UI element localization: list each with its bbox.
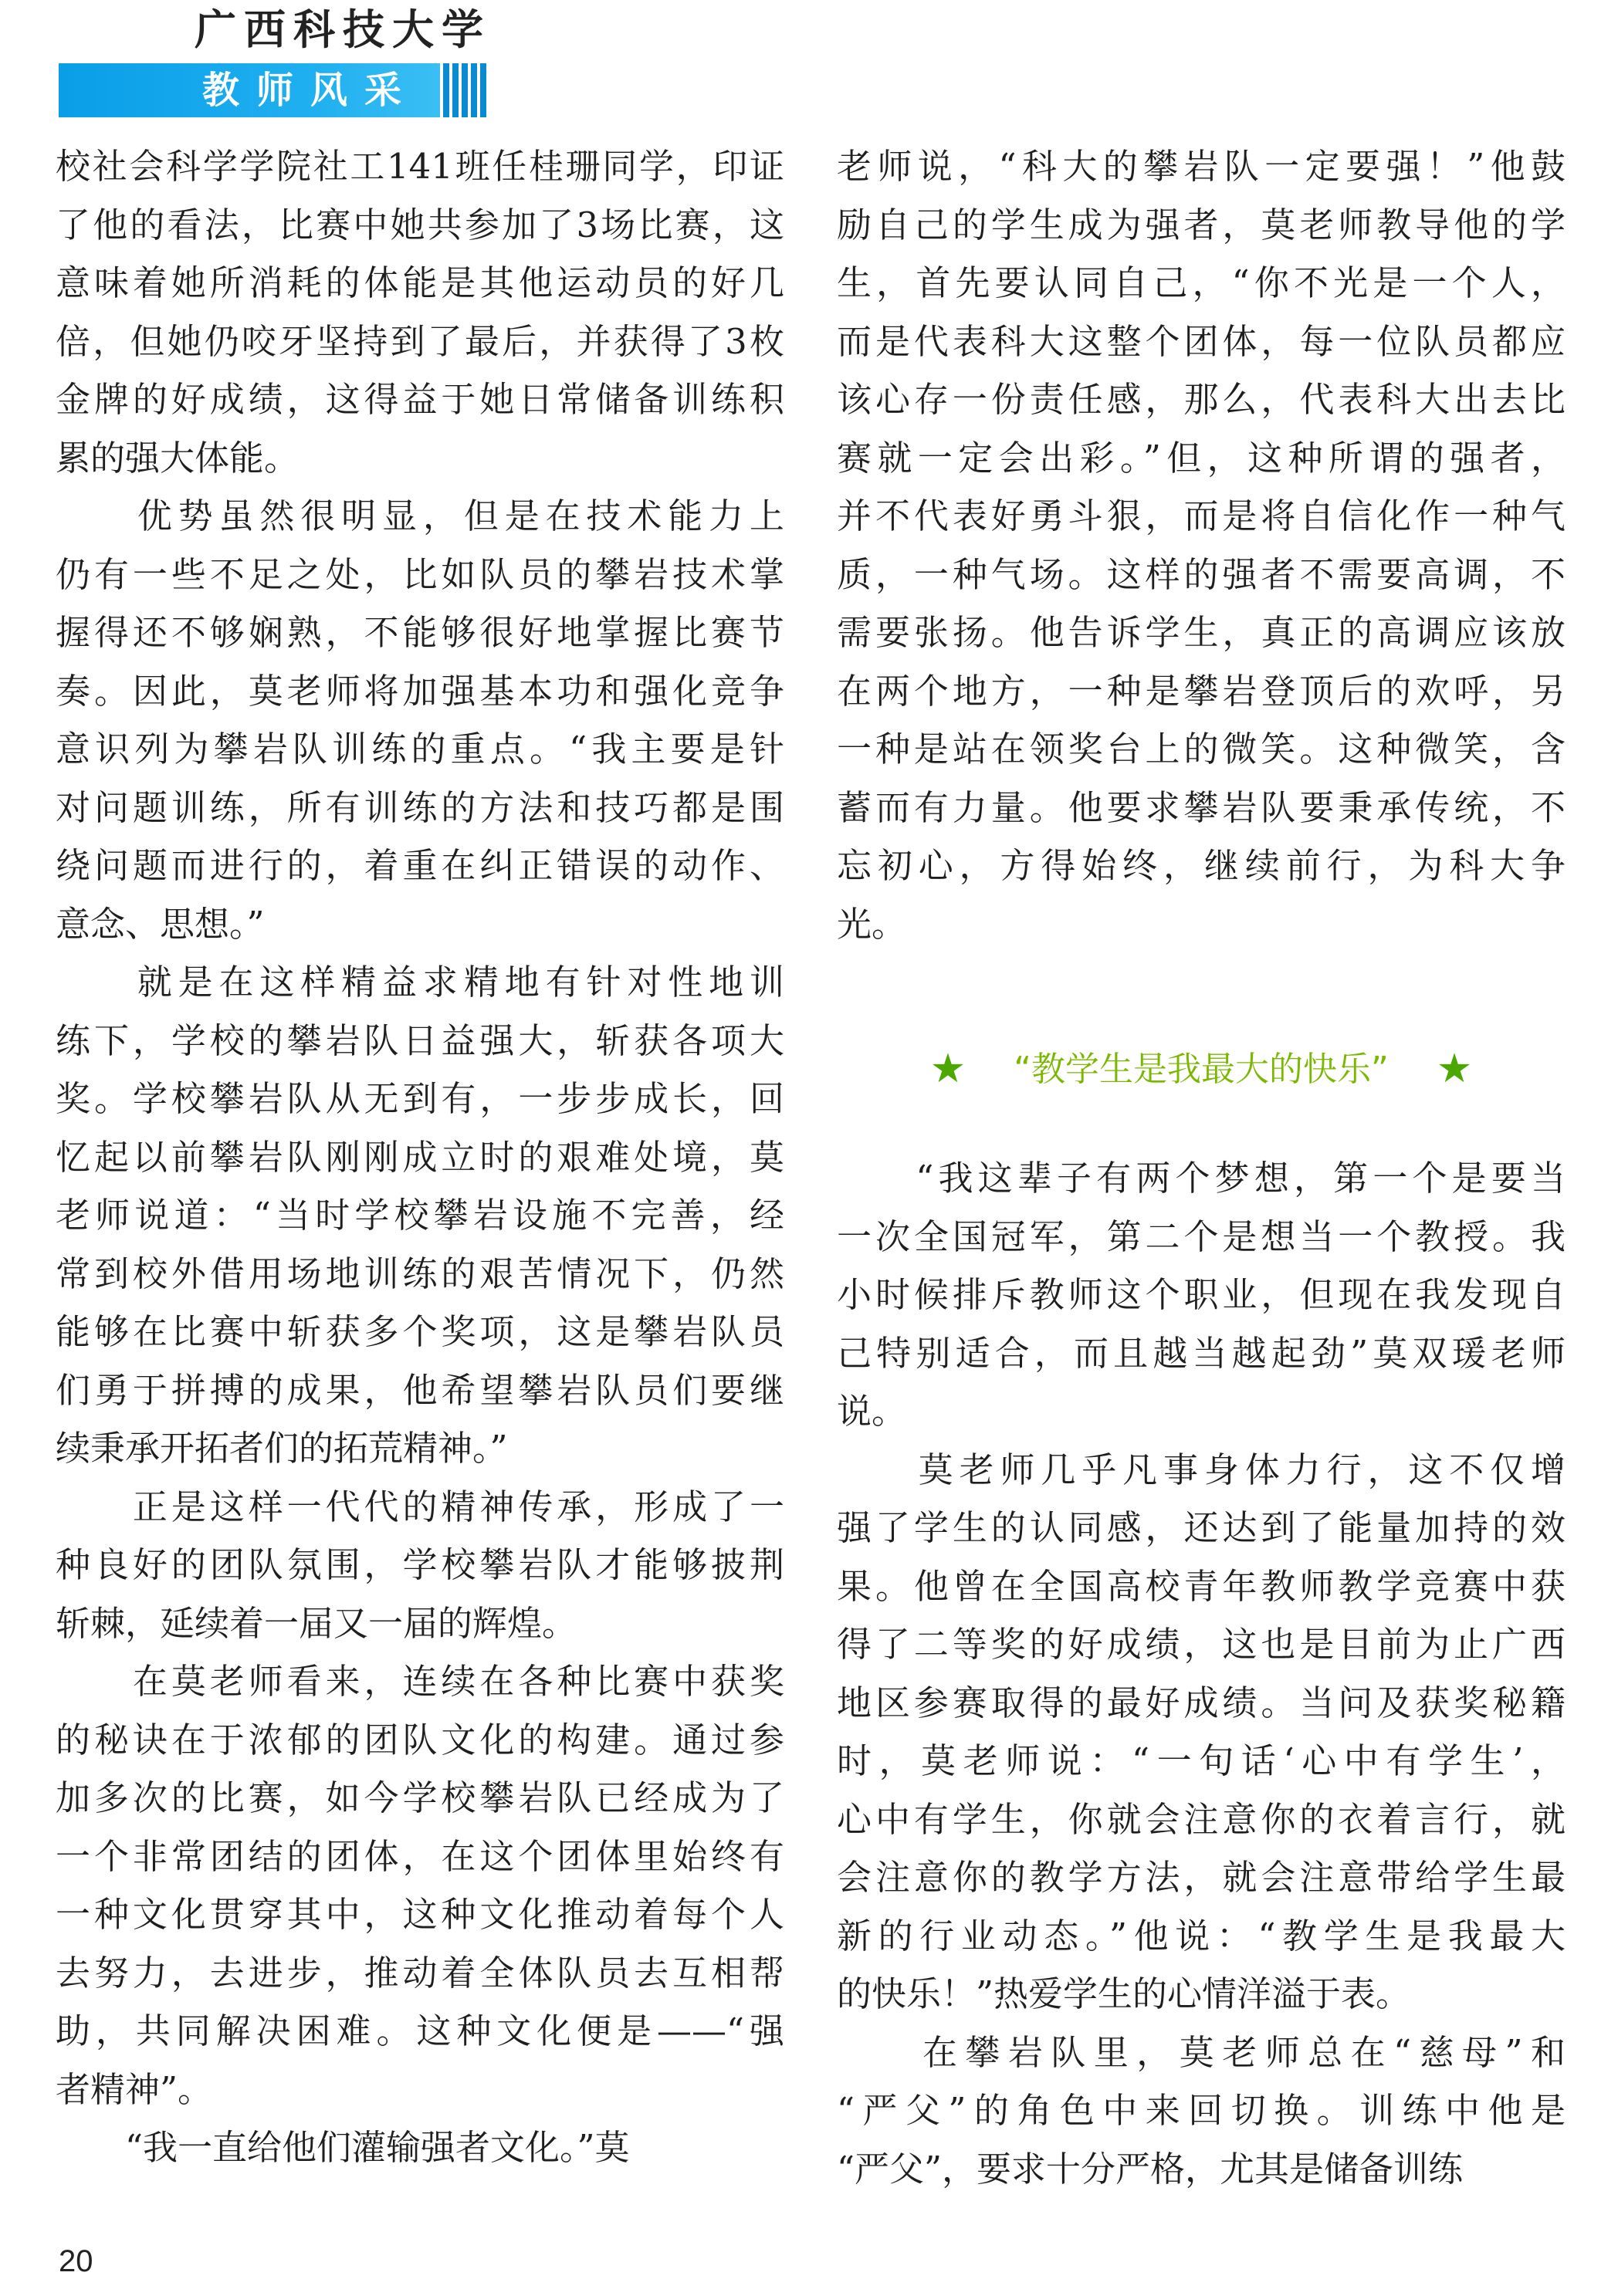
column-banner [59,63,488,117]
text-line: 仍有一些不足之处，比如队员的攀岩技术掌 [56,553,784,595]
paragraph [56,953,784,1478]
section-gap [837,1098,1566,1149]
text-line: 励自己的学生成为强者，莫老师教导他的学 [837,204,1566,245]
text-line: 奏。因此，莫老师将加强基本功和强化竞争 [56,670,784,712]
text-line: 累的强大体能。 [56,437,300,478]
paragraph [56,487,784,953]
text-line: “我一直给他们灌输强者文化。”莫 [56,2127,630,2168]
paragraph [837,1149,1566,1441]
text-line: 们勇于拼搏的成果，他希望攀岩队员们要继 [56,1369,784,1411]
text-line: “严父”，要求十分严格，尤其是储备训练 [837,2148,1464,2189]
text-line: 在莫老师看来，连续在各种比赛中获奖 [56,1661,784,1702]
star-icon: ★ [929,1045,966,1092]
paragraph [56,1478,784,1653]
text-line: 说。 [837,1391,907,1432]
text-line: 在攀岩队里，莫老师总在“慈母”和 [837,2031,1566,2073]
text-line: 意识列为攀岩队训练的重点。“我主要是针 [56,729,784,769]
text-line: 者精神”。 [56,2068,213,2110]
text-line: 奖。学校攀岩队从无到有，一步步成长，回 [56,1078,784,1119]
text-line: 强了学生的认同感，还达到了能量加持的效 [837,1507,1566,1548]
text-line: 会注意你的教学方法，就会注意带给学生最 [837,1857,1566,1898]
text-line: 常到校外借用场地训练的艰苦情况下，仍然 [56,1253,784,1294]
text-line: 得了二等奖的好成绩，这也是目前为止广西 [837,1624,1566,1665]
text-line: 倍，但她仍咬牙坚持到了最后，并获得了3枚 [56,320,784,362]
section-heading [837,1040,1566,1098]
text-line: 助，共同解决困难。这种文化便是——“强 [56,2010,784,2051]
text-line: 练下，学校的攀岩队日益强大，斩获各项大 [56,1020,784,1061]
text-line: 去努力，去进步，推动着全体队员去互相帮 [56,1952,784,1993]
masthead-title: 广西科技大学 [195,5,491,54]
text-line: 赛就一定会出彩。”但，这种所谓的强者， [837,437,1566,478]
text-line: 正是这样一代代的精神传承，形成了一 [56,1486,784,1527]
text-line: 需要张扬。他告诉学生，真正的高调应该放 [837,612,1566,653]
text-line: 己特别适合，而且越当越起劲”莫双瑗老师 [837,1332,1566,1374]
text-line: 绕问题而进行的，着重在纠正错误的动作、 [56,845,784,886]
page-number: 20 [59,2244,93,2278]
section-heading-text: “教学生是我最大的快乐” [1014,1049,1389,1089]
text-line: 光。 [837,903,907,945]
text-line: 小时候排斥教师这个职业，但现在我发现自 [837,1274,1566,1315]
text-line: 在两个地方，一种是攀岩登顶后的欢呼，另 [837,670,1566,712]
paragraph [56,2118,784,2177]
text-line: 该心存一份责任感，那么，代表科大出去比 [837,379,1566,420]
paragraph [56,137,784,487]
text-line: 果。他曾在全国高校青年教师教学竞赛中获 [837,1565,1566,1607]
left-column [56,137,784,2177]
text-line: 意念、思想。” [56,903,265,945]
column-name: 教师风采 [202,69,419,112]
text-line: 一种文化贯穿其中，这种文化推动着每个人 [56,1894,784,1935]
text-line: 一个非常团结的团体，在这个团体里始终有 [56,1835,784,1877]
text-line: 蓄而有力量。他要求攀岩队要秉承传统，不 [837,786,1566,828]
section-gap [837,953,1566,1040]
text-line: 忆起以前攀岩队刚刚成立时的艰难处境，莫 [56,1136,784,1178]
text-line: 忘初心，方得始终，继续前行，为科大争 [837,845,1566,886]
text-line: 的秘诀在于浓郁的团队文化的构建。通过参 [56,1719,784,1760]
text-line: 握得还不够娴熟，不能够很好地掌握比赛节 [56,612,784,653]
text-line: 新的行业动态。”他说：“教学生是我最大 [837,1915,1566,1956]
text-line: 种良好的团队氛围，学校攀岩队才能够披荆 [56,1544,784,1585]
text-line: 一种是站在领奖台上的微笑。这种微笑，含 [837,729,1566,769]
text-line: “严父”的角色中来回切换。训练中他是 [837,2090,1566,2131]
text-line: 一次全国冠军，第二个是想当一个教授。我 [837,1216,1566,1257]
text-line: 莫老师几乎凡事身体力行，这不仅增 [837,1449,1566,1490]
text-line: 并不代表好勇斗狠，而是将自信化作一种气 [837,495,1566,536]
text-line: “我这辈子有两个梦想，第一个是要当 [837,1158,1566,1199]
paragraph [837,2024,1566,2199]
paragraph [56,1652,784,2118]
text-line: 校社会科学学院社工141班任桂珊同学，印证 [56,146,784,187]
right-column [837,137,1566,2198]
text-line: 时，莫老师说：“一句话‘心中有学生’， [837,1740,1566,1781]
text-line: 了他的看法，比赛中她共参加了3场比赛，这 [56,204,784,245]
text-line: 的快乐！”热爱学生的心情洋溢于表。 [837,1973,1411,2014]
text-line: 心中有学生，你就会注意你的衣着言行，就 [837,1798,1566,1840]
paragraph [837,137,1566,953]
text-line: 老师说道：“当时学校攀岩设施不完善，经 [56,1195,784,1236]
text-line: 就是在这样精益求精地有针对性地训 [56,962,784,1003]
text-line: 斩棘，延续着一届又一届的辉煌。 [56,1602,577,1644]
paragraph [837,1441,1566,2024]
text-line: 续秉承开拓者们的拓荒精神。” [56,1428,508,1469]
text-line: 质，一种气场。这样的强者不需要高调，不 [837,553,1566,595]
text-line: 金牌的好成绩，这得益于她日常储备训练积 [56,379,784,420]
text-line: 意味着她所消耗的体能是其他运动员的好几 [56,262,784,303]
text-line: 而是代表科大这整个团体，每一位队员都应 [837,320,1566,362]
text-line: 优势虽然很明显，但是在技术能力上 [56,495,784,536]
star-icon: ★ [1436,1045,1473,1092]
text-line: 对问题训练，所有训练的方法和技巧都是围 [56,786,784,828]
text-line: 能够在比赛中斩获多个奖项，这是攀岩队员 [56,1311,784,1352]
text-line: 老师说，“科大的攀岩队一定要强！”他鼓 [837,146,1566,187]
text-line: 地区参赛取得的最好成绩。当问及获奖秘籍 [837,1682,1566,1723]
text-line: 加多次的比赛，如今学校攀岩队已经成为了 [56,1777,784,1818]
banner-stripes [440,63,488,117]
text-line: 生，首先要认同自己，“你不光是一个人， [837,262,1566,303]
